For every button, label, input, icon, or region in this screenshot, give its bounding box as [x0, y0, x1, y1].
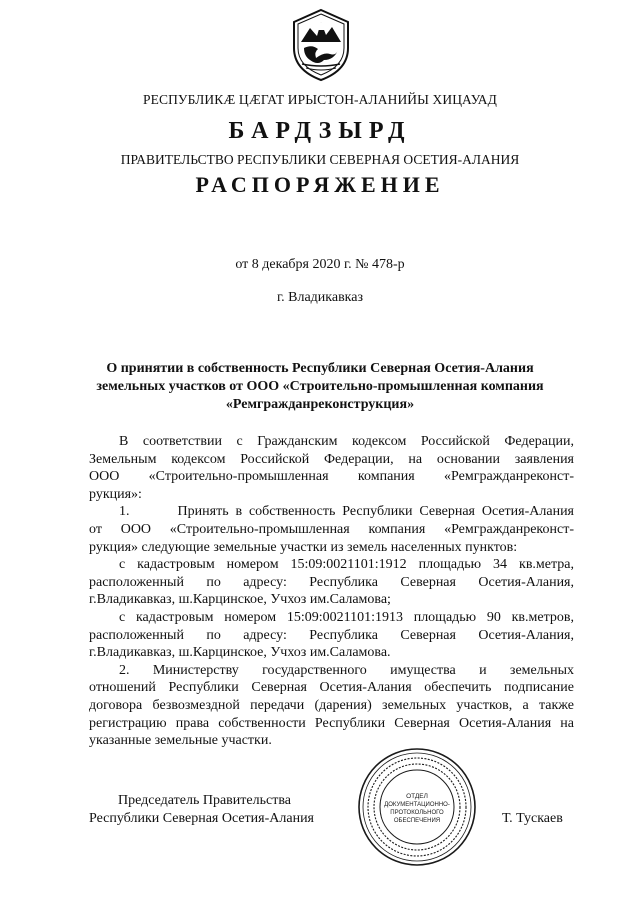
- document-body: [89, 433, 574, 753]
- body-line: указанные земельные участки.: [89, 733, 272, 749]
- body-line: рукция»:: [89, 486, 142, 502]
- document-title: [0, 360, 640, 414]
- title-line: земельных участков от ООО «Строительно-промышленная компания: [96, 379, 544, 394]
- body-line: ООО «Строительно-промышленная компания «Ремгражданреконст-: [89, 469, 574, 485]
- body-line: отношений Республики Северная Осетия-Алания обеспечить подписание: [89, 680, 574, 696]
- document-city: г. Владикавказ: [276, 290, 364, 305]
- stamp-text-line: ОБЕСПЕЧЕНИЯ: [393, 818, 441, 824]
- russian-government-name: ПРАВИТЕЛЬСТВО РЕСПУБЛИКИ СЕВЕРНАЯ ОСЕТИЯ-АЛАНИЯ: [120, 152, 520, 167]
- body-line: от ООО «Строительно-промышленная компания «Ремгражданреконст-: [89, 522, 574, 537]
- title-line: О принятии в собственность Республики Северная Осетия-Алания: [106, 361, 534, 376]
- body-line: 2. Министерству государственного имущества и земельных: [119, 662, 574, 678]
- body-line: Земельным кодексом Российской Федерации, на основании заявления: [89, 451, 574, 467]
- body-line: г.Владикавказ, ш.Карцинское, Учхоз им.Саламова;: [89, 592, 391, 608]
- body-line: В соответствии с Гражданским кодексом Российской Федерации,: [119, 434, 574, 449]
- stamp-text-line: ПРОТОКОЛЬНОГО: [390, 810, 444, 816]
- body-line: с кадастровым номером 15:09:0021101:1912 площадью 34 кв.метра,: [119, 557, 574, 573]
- official-seal-stamp: [356, 746, 478, 868]
- signatory-name: Т. Тускаев: [502, 811, 563, 826]
- stamp-text-line: ДОКУМЕНТАЦИОННО-: [384, 802, 450, 808]
- body-line: расположенный по адресу: Республика Северная Осетия-Алания,: [89, 627, 574, 643]
- document-date-number: от 8 декабря 2020 г. № 478-р: [235, 257, 405, 272]
- ossetian-government-name: РЕСПУБЛИКӔ ЦӔГАТ ИРЫСТОН-АЛАНИЙЫ ХИЦАУАД: [143, 92, 497, 107]
- body-line: 1. Принять в собственность Республики Северная Осетия-Алания: [119, 504, 574, 520]
- signatory-position-line2: Республики Северная Осетия-Алания: [89, 811, 314, 826]
- russian-document-type: РАСПОРЯЖЕНИЕ: [195, 172, 445, 197]
- body-line: рукция» следующие земельные участки из земель населенных пунктов:: [89, 539, 518, 555]
- body-line: г.Владикавказ, ш.Карцинское, Учхоз им.Саламова.: [89, 645, 391, 661]
- body-line: договора безвозмездной передачи (дарения) земельных участков, а также: [89, 698, 574, 713]
- title-line: «Ремгражданреконструкция»: [225, 397, 415, 412]
- stamp-text-line: ОТДЕЛ: [406, 793, 428, 800]
- body-line: регистрацию права собственности Республики Северная Осетия-Алания на: [89, 715, 574, 731]
- coat-of-arms-icon: [290, 8, 352, 82]
- body-line: расположенный по адресу: Республика Северная Осетия-Алания,: [89, 574, 574, 590]
- body-line: с кадастровым номером 15:09:0021101:1913 площадью 90 кв.метров,: [119, 610, 574, 625]
- ossetian-document-type: БАРДЗЫРД: [228, 118, 412, 144]
- signatory-position-line1: Председатель Правительства: [118, 793, 291, 808]
